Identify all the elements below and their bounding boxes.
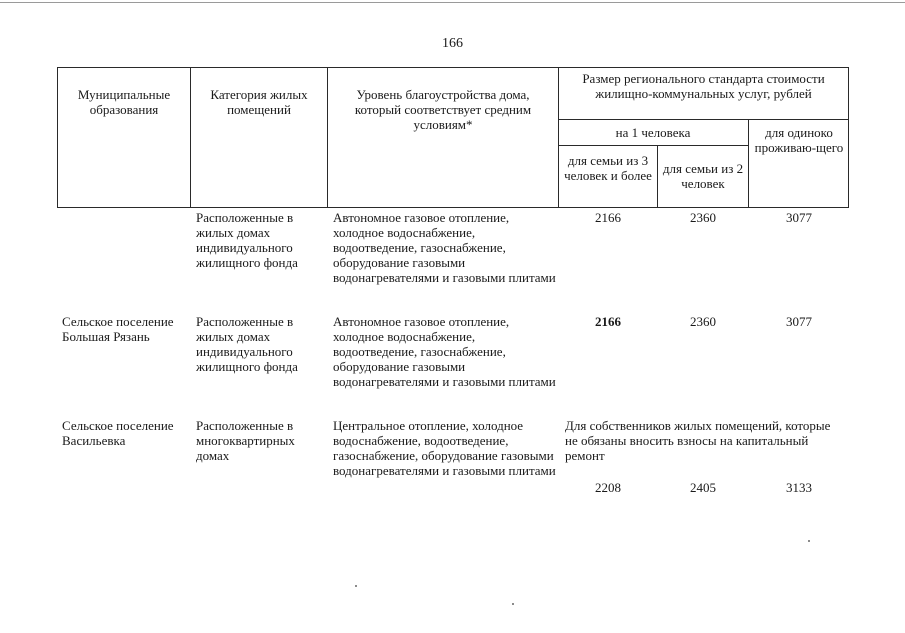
page-number: 166 [442,36,463,51]
col-divider-1 [190,67,191,208]
col-divider-2 [327,67,328,208]
scan-speck [512,603,514,605]
header-single-resident: для одиноко проживаю-щего [754,125,844,155]
row3-single: 3133 [786,480,812,495]
row3-comfort: Центральное отопление, холодное водоснабжение, водоотведение, газоснабжение, оборудование газовыми водонагревателями и газовыми плитами [333,418,556,478]
header-family-2: для семьи из 2 человек [662,161,744,191]
row3-municipality: Сельское поселение Васильевка [62,418,174,448]
row3-note: Для собственников жилых помещений, которые не обязаны вносить взносы на капитальный ремонт [565,418,831,463]
row1-category: Расположенные в жилых домах индивидуального жилищного фонда [196,210,298,270]
row1-family-3-plus: 2166 [595,210,621,225]
row3-category: Расположенные в многоквартирных домах [196,418,295,463]
header-municipality: Муниципальные образования [77,87,171,117]
row2-single: 3077 [786,314,812,329]
header-top-border [57,67,849,68]
row2-comfort: Автономное газовое отопление, холодное водоснабжение, водоотведение, газоснабжение, оборудование газовыми водонагревателями и газовыми плитами [333,314,556,389]
row2-family-2: 2360 [690,314,716,329]
header-comfort-level: Уровень благоустройства дома, который соответствует средним условиям* [354,87,532,132]
scan-speck [355,585,357,587]
col-divider-3 [558,67,559,208]
header-per-person: на 1 человека [615,125,691,140]
row1-comfort: Автономное газовое отопление, холодное водоснабжение, водоотведение, газоснабжение, оборудование газовыми водонагревателями и газовыми плитами [333,210,556,285]
row2-family-3-plus: 2166 [595,314,621,329]
per-person-subheader-border [558,145,748,146]
header-bottom-border [57,207,849,208]
header-family-3-plus: для семьи из 3 человек и более [564,153,652,183]
row2-category: Расположенные в жилых домах индивидуального жилищного фонда [196,314,298,374]
table-left-border [57,67,58,208]
row3-family-2: 2405 [690,480,716,495]
row1-single: 3077 [786,210,812,225]
scan-speck [808,540,810,542]
row3-family-3-plus: 2208 [595,480,621,495]
col-divider-4 [657,145,658,208]
row1-family-2: 2360 [690,210,716,225]
col-divider-5 [748,119,749,208]
header-regional-standard: Размер регионального стандарта стоимости жилищно-коммунальных услуг, рублей [582,71,825,101]
header-category: Категория жилых помещений [210,87,308,117]
standard-subheader-border [558,119,849,120]
table-right-border [848,67,849,208]
row2-municipality: Сельское поселение Большая Рязань [62,314,174,344]
scan-edge-line [0,2,905,3]
